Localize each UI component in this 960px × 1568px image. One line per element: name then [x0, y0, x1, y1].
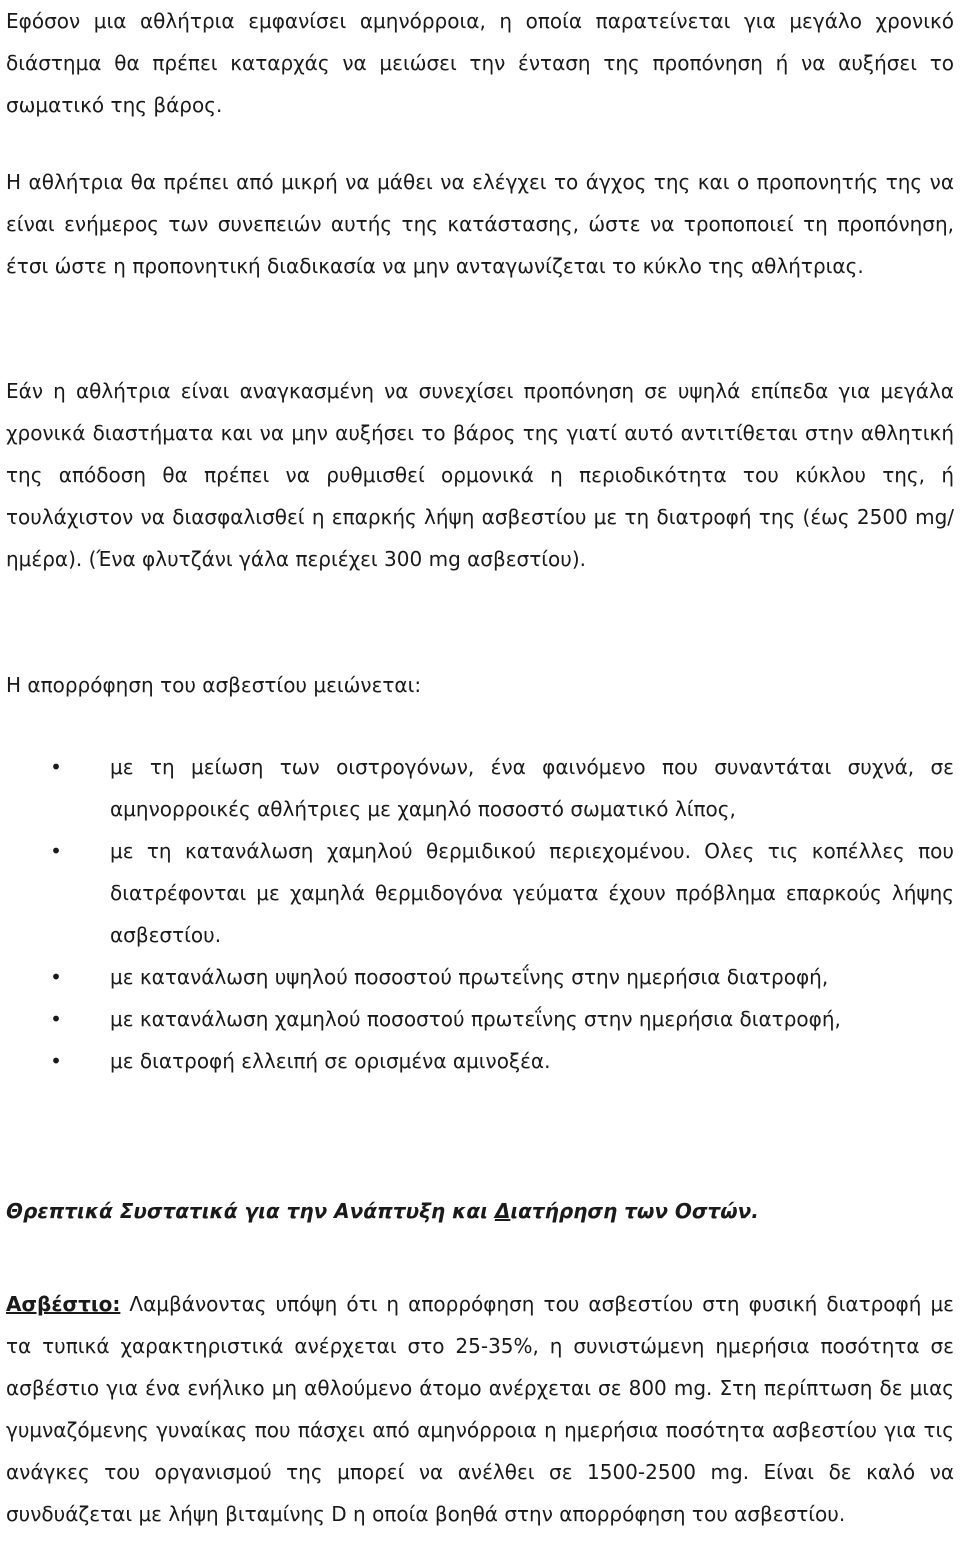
paragraph-calcium: [6, 1283, 954, 1535]
calcium-text: Λαμβάνοντας υπόψη ότι η απορρόφηση του ασβεστίου στη φυσική διατροφή με τα τυπικά χαρακτηριστικά ανέρχεται στο 25-35%, η συνιστώμενη ημερήσια ποσότητα σε ασβέστιο για ένα ενήλικο μη αθλούμενο άτομο ανέρχεται σε 800 mg. Στη περίπτωση δε μιας γυμναζόμενης γυναίκας που πάσχει από αμηνόρροια η ημερήσια ποσότητα ασβεστίου για τις ανάγκες του οργανισμού της μπορεί να ανέλθει σε 1500-2500 mg. Είναι δε καλό να συνδυάζεται με λήψη βιταμίνης D η οποία βοηθά στην απορρόφηση του ασβεστίου.: [6, 1292, 954, 1526]
bullet-icon: •: [50, 1007, 62, 1031]
list-item-text: με διατροφή ελλειπή σε ορισμένα αμινοξέα.: [110, 1049, 551, 1073]
calcium-label: Ασβέστιο:: [6, 1292, 121, 1316]
paragraph-absorption-intro: Η απορρόφηση του ασβεστίου μειώνεται:: [6, 673, 422, 697]
bullet-icon: •: [50, 965, 62, 989]
paragraph-amenorrhea-intro: Εφόσον μια αθλήτρια εμφανίσει αμηνόρροια, η οποία παρατείνεται για μεγάλο χρονικό διάστημα θα πρέπει καταρχάς να μειώσει την ένταση της προπόνηση ή να αυξήσει το σωματικό της βάρος.: [6, 9, 954, 117]
list-item: [6, 956, 954, 998]
bullet-icon: •: [50, 1049, 62, 1073]
list-item: [6, 1040, 954, 1082]
heading-part-3: για την Ανάπτυξη και: [237, 1199, 495, 1223]
paragraph-stress-coach: Η αθλήτρια θα πρέπει από μικρή να μάθει να ελέγχει το άγχος της και ο προπονητής της να είναι ενήμερος των συνεπειών αυτής της κατάστασης, ώστε να τροποποιεί τη προπόνηση, έτσι ώστε η προπονητική διαδικασία να μην ανταγωνίζεται το κύκλο της αθλήτριας.: [6, 170, 954, 278]
list-item: [6, 830, 954, 956]
heading-part-2: Συστατικά: [119, 1199, 238, 1223]
list-item: [6, 998, 954, 1040]
heading-part-5: ιατήρηση των Οστών.: [510, 1199, 759, 1223]
heading-part-4: Δ: [494, 1199, 511, 1223]
list-item: [6, 746, 954, 830]
list-item-text: με τη μείωση των οιστρογόνων, ένα φαινόμενο που συναντάται συχνά, σε αμηνορροικές αθλήτριες με χαμηλό ποσοστό σωματικό λίπος,: [110, 755, 954, 821]
list-item-text: με κατανάλωση χαμηλού ποσοστού πρωτεΐνης στην ημερήσια διατροφή,: [110, 1007, 841, 1031]
list-item-text: με τη κατανάλωση χαμηλού θερμιδικού περιεχομένου. Ολες τις κοπέλλες που διατρέφονται με χαμηλά θερμιδογόνα γεύματα έχουν πρόβλημα επαρκούς λήψης ασβεστίου.: [110, 839, 954, 947]
paragraph-hormonal-calcium: Εάν η αθλήτρια είναι αναγκασμένη να συνεχίσει προπόνηση σε υψηλά επίπεδα για μεγάλα χρονικά διαστήματα και να μην αυξήσει το βάρος της γιατί αυτό αντιτίθεται στην αθλητική της απόδοση θα πρέπει να ρυθμισθεί ορμονικά η περιοδικότητα του κύκλου της, ή τουλάχιστον να διασφαλισθεί η επαρκής λήψη ασβεστίου με τη διατροφή της (έως 2500 mg/ημέρα). (Ένα φλυτζάνι γάλα περιέχει 300 mg ασβεστίου).: [6, 379, 954, 571]
section-heading: [6, 1190, 954, 1232]
absorption-factors-list: [6, 746, 954, 1082]
bullet-icon: •: [50, 755, 62, 779]
heading-part-1: Θρεπτικά: [6, 1199, 120, 1223]
list-item-text: με κατανάλωση υψηλού ποσοστού πρωτεΐνης στην ημερήσια διατροφή,: [110, 965, 829, 989]
bullet-icon: •: [50, 839, 62, 863]
